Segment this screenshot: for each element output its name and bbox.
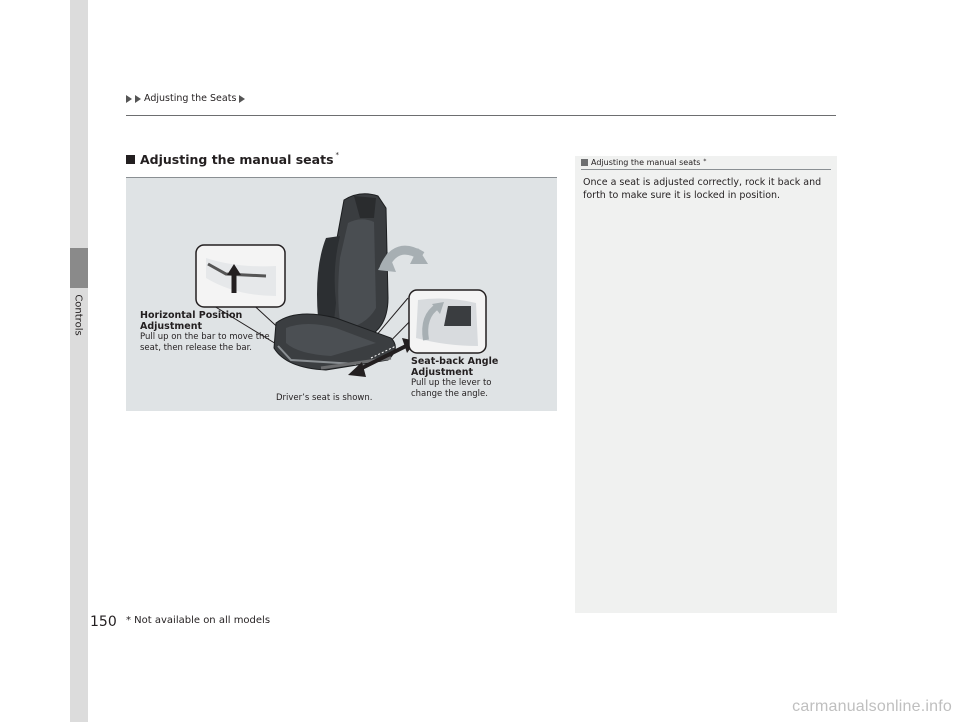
horizontal-callout xyxy=(140,310,270,354)
breadcrumb-arrow-icon xyxy=(126,95,132,103)
seatback-callout-title: Adjustment xyxy=(411,367,474,378)
section-title-marker: * xyxy=(335,151,340,159)
note-heading xyxy=(581,158,831,170)
section-title xyxy=(126,152,339,167)
breadcrumb xyxy=(126,93,245,104)
breadcrumb-arrow-icon xyxy=(239,95,245,103)
section-title-text: Adjusting the manual seats xyxy=(140,152,334,167)
sidebar-tab xyxy=(70,0,88,722)
horizontal-callout-desc: Pull up on the bar to move the xyxy=(140,332,270,342)
note-text xyxy=(583,176,823,202)
breadcrumb-text: Adjusting the Seats xyxy=(144,93,237,104)
seatback-callout-title: Seat-back Angle xyxy=(411,356,499,367)
breadcrumb-arrow-icon xyxy=(135,95,141,103)
note-heading-marker: * xyxy=(703,158,707,165)
page-number: 150 xyxy=(90,614,117,630)
seatback-callout-desc: change the angle. xyxy=(411,389,488,399)
note-text-line: Once a seat is adjusted correctly, rock it back and xyxy=(583,177,822,188)
horizontal-callout-title: Adjustment xyxy=(140,321,203,332)
note-badge-icon xyxy=(581,159,588,166)
horizontal-callout-title: Horizontal Position xyxy=(140,310,243,321)
header-rule xyxy=(126,115,836,116)
note-heading-text: Adjusting the manual seats xyxy=(591,158,701,167)
sidebar-tab-active xyxy=(70,248,88,288)
footnote: * Not available on all models xyxy=(126,615,271,626)
seat-illustration xyxy=(126,177,557,411)
seatback-lever xyxy=(444,306,471,326)
sidebar-section-label: Controls xyxy=(72,294,84,336)
seatback-callout-desc: Pull up the lever to xyxy=(411,378,492,388)
seatback-callout xyxy=(411,356,498,400)
figure-caption: Driver’s seat is shown. xyxy=(276,393,373,403)
section-square-icon xyxy=(126,155,135,164)
note-panel xyxy=(575,156,837,613)
note-text-line: forth to make sure it is locked in position. xyxy=(583,190,781,201)
watermark: carmanualsonline.info xyxy=(792,698,952,715)
horizontal-callout-desc: seat, then release the bar. xyxy=(140,343,253,353)
